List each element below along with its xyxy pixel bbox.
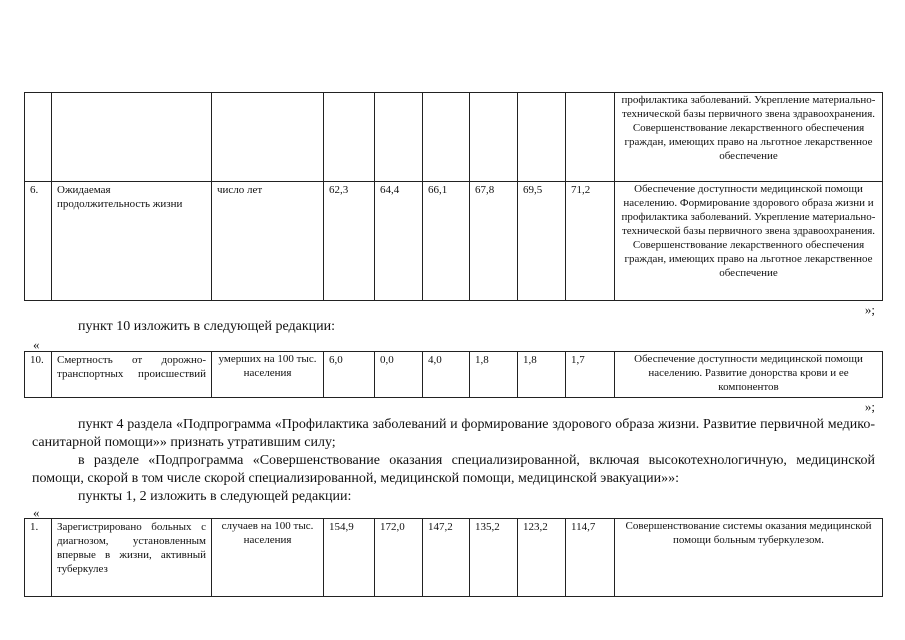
paragraph: пункты 1, 2 изложить в следующей редакции: [78, 489, 352, 504]
value-cell: 114,7 [566, 519, 615, 597]
value-cell: 123,2 [518, 519, 566, 597]
table-row [25, 352, 883, 398]
unit-cell: умерших на 100 тыс. населения [212, 352, 324, 398]
value-cell: 1,8 [518, 352, 566, 398]
indicators-table-middle [24, 351, 883, 398]
indicator-name: Смертность от дорожно-транспортных происшествий [52, 352, 212, 398]
closing-quote: »; [864, 302, 875, 317]
value-cell: 135,2 [470, 519, 518, 597]
indicator-name: Зарегистрировано больных с диагнозом, установленным впервые в жизни, активный туберкулез [52, 519, 212, 597]
value-cell: 64,4 [375, 182, 423, 301]
value-cell: 69,5 [518, 182, 566, 301]
table-row [25, 182, 883, 301]
indicators-table-top [24, 92, 883, 301]
value-cell: 1,7 [566, 352, 615, 398]
indicator-name: Ожидаемая продолжительность жизни [52, 182, 212, 301]
closing-quote: »; [864, 399, 875, 414]
value-cell: 1,8 [470, 352, 518, 398]
value-cell: 147,2 [423, 519, 470, 597]
value-cell: 67,8 [470, 182, 518, 301]
value-cell: 4,0 [423, 352, 470, 398]
unit-cell: число лет [212, 182, 324, 301]
goal-cell: профилактика заболеваний. Укрепление материально-технической базы первичного звена здравоохранения. Совершенствование лекарственного обеспечения граждан, имеющих право на льготное лекарственное обеспечение [615, 93, 883, 182]
opening-quote: « [33, 337, 40, 352]
goal-cell: Совершенствование системы оказания медицинской помощи больным туберкулезом. [615, 519, 883, 597]
row-number: 10. [25, 352, 52, 398]
value-cell: 71,2 [566, 182, 615, 301]
indicators-table-bottom [24, 518, 883, 597]
paragraph: пункт 10 изложить в следующей редакции: [78, 319, 335, 334]
value-cell: 0,0 [375, 352, 423, 398]
paragraph: в разделе «Подпрограмма «Совершенствование оказания специализированной, включая высокотехнологичную, медицинской помощи, скорой в том числе скорой специализированной, медицинской помощи, медицинской эвакуации»»: [32, 453, 875, 486]
value-cell: 6,0 [324, 352, 375, 398]
goal-cell: Обеспечение доступности медицинской помощи населению. Формирование здорового образа жизни и профилактика заболеваний. Укрепление материально-технической базы первичного звена здравоохранения. Совершенствование лекарственного обеспечения граждан, имеющих право на льготное лекарственное обеспечение [615, 182, 883, 301]
unit-cell: случаев на 100 тыс. населения [212, 519, 324, 597]
value-cell: 154,9 [324, 519, 375, 597]
table-row [25, 93, 883, 182]
row-number: 6. [25, 182, 52, 301]
paragraph: пункт 4 раздела «Подпрограмма «Профилактика заболеваний и формирование здорового образа жизни. Развитие первичной медико-санитарной помощи»» признать утратившим силу; [32, 417, 875, 450]
goal-cell: Обеспечение доступности медицинской помощи населению. Развитие донорства крови и ее компонентов [615, 352, 883, 398]
value-cell: 62,3 [324, 182, 375, 301]
table-row [25, 519, 883, 597]
row-number: 1. [25, 519, 52, 597]
value-cell: 66,1 [423, 182, 470, 301]
opening-quote: « [33, 505, 40, 520]
value-cell: 172,0 [375, 519, 423, 597]
